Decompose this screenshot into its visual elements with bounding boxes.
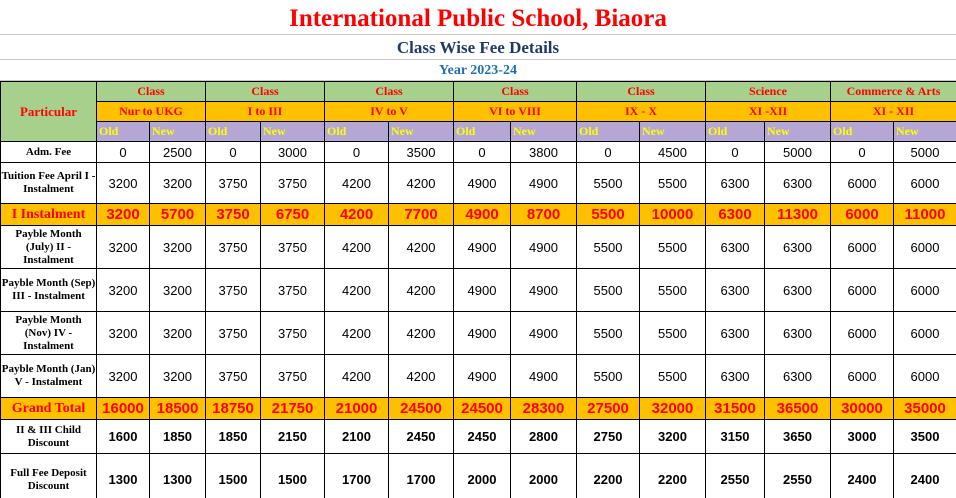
fee-value-cell: 2550 [765,454,831,498]
old-header: Old [206,122,261,142]
old-header: Old [325,122,389,142]
fee-value-cell: 5500 [640,355,706,398]
row-label: Payble Month (July) II - Instalment [1,226,97,269]
fee-value-cell: 5500 [640,226,706,269]
fee-value-cell: 4900 [454,269,511,312]
fee-value-cell: 3500 [894,420,956,454]
fee-value-cell: 4500 [640,142,706,163]
fee-value-cell: 2150 [261,420,325,454]
fee-value-cell: 3750 [261,163,325,204]
fee-value-cell: 5500 [577,226,640,269]
school-title: International Public School, Biaora [0,0,956,35]
old-header: Old [706,122,765,142]
new-header: New [261,122,325,142]
fee-value-cell: 4900 [511,355,577,398]
class-range-header: XI -XII [706,102,831,122]
fee-value-cell: 2750 [577,420,640,454]
fee-value-cell: 3200 [150,269,206,312]
fee-value-cell: 3200 [97,355,150,398]
fee-value-cell: 4200 [389,312,454,355]
fee-value-cell: 3000 [261,142,325,163]
class-range-header: XI - XII [831,102,956,122]
fee-value-cell: 11000 [894,204,956,226]
fee-value-cell: 4200 [389,269,454,312]
fee-value-cell: 6300 [765,163,831,204]
fee-value-cell: 4900 [454,204,511,226]
group-header: Class [454,82,577,102]
fee-value-cell: 3800 [511,142,577,163]
fee-value-cell: 5500 [577,355,640,398]
fee-value-cell: 3750 [206,312,261,355]
fee-value-cell: 6300 [706,312,765,355]
group-header: Science [706,82,831,102]
fee-value-cell: 6300 [706,163,765,204]
fee-value-cell: 2400 [831,454,894,498]
fee-value-cell: 24500 [454,398,511,420]
class-range-header: Nur to UKG [97,102,206,122]
fee-value-cell: 2500 [150,142,206,163]
fee-value-cell: 2450 [389,420,454,454]
row-label: II & III Child Discount [1,420,97,454]
fee-value-cell: 3750 [261,226,325,269]
fee-value-cell: 3750 [261,269,325,312]
fee-row [1,454,956,498]
new-header: New [640,122,706,142]
fee-value-cell: 6000 [831,312,894,355]
fee-value-cell: 1850 [150,420,206,454]
class-range-header: VI to VIII [454,102,577,122]
fee-value-cell: 0 [831,142,894,163]
fee-value-cell: 6000 [894,226,956,269]
fee-value-cell: 3200 [150,226,206,269]
fee-value-cell: 18750 [206,398,261,420]
fee-value-cell: 32000 [640,398,706,420]
class-range-header: I to III [206,102,325,122]
old-header: Old [577,122,640,142]
fee-value-cell: 1300 [150,454,206,498]
fee-value-cell: 3200 [150,355,206,398]
fee-value-cell: 6300 [765,226,831,269]
fee-value-cell: 5500 [577,163,640,204]
fee-value-cell: 3750 [206,355,261,398]
fee-value-cell: 4200 [389,355,454,398]
fee-value-cell: 3750 [206,204,261,226]
fee-value-cell: 3200 [97,204,150,226]
class-range-header: IX - X [577,102,706,122]
fee-value-cell: 3750 [206,226,261,269]
fee-row [1,204,956,226]
fee-value-cell: 18500 [150,398,206,420]
fee-value-cell: 2200 [640,454,706,498]
fee-row [1,163,956,204]
fee-value-cell: 21000 [325,398,389,420]
fee-value-cell: 3200 [150,163,206,204]
new-header: New [765,122,831,142]
fee-value-cell: 0 [206,142,261,163]
fee-value-cell: 4900 [511,226,577,269]
fee-value-cell: 6000 [894,355,956,398]
fee-value-cell: 11300 [765,204,831,226]
fee-value-cell: 4200 [389,163,454,204]
academic-year: Year 2023-24 [0,60,956,81]
fee-value-cell: 4200 [325,226,389,269]
fee-value-cell: 6300 [706,355,765,398]
fee-value-cell: 6000 [831,204,894,226]
fee-value-cell: 0 [97,142,150,163]
fee-value-cell: 24500 [389,398,454,420]
row-label: Adm. Fee [1,142,97,163]
fee-value-cell: 5500 [577,269,640,312]
fee-value-cell: 8700 [511,204,577,226]
row-label: Payble Month (Jan) V - Instalment [1,355,97,398]
fee-value-cell: 3500 [389,142,454,163]
fee-value-cell: 30000 [831,398,894,420]
fee-value-cell: 5500 [640,312,706,355]
particular-header: Particular [1,82,97,142]
fee-value-cell: 4900 [511,163,577,204]
new-header: New [150,122,206,142]
fee-value-cell: 3750 [261,312,325,355]
fee-value-cell: 1850 [206,420,261,454]
fee-value-cell: 35000 [894,398,956,420]
fee-value-cell: 2000 [511,454,577,498]
fee-value-cell: 3750 [206,269,261,312]
fee-value-cell: 6300 [706,204,765,226]
fee-value-cell: 6300 [765,312,831,355]
fee-value-cell: 6000 [831,355,894,398]
row-label: Grand Total [1,398,97,420]
old-header: Old [97,122,150,142]
fee-value-cell: 0 [577,142,640,163]
row-label: Payble Month (Nov) IV - Instalment [1,312,97,355]
fee-value-cell: 21750 [261,398,325,420]
fee-value-cell: 2200 [577,454,640,498]
fee-value-cell: 3750 [206,163,261,204]
fee-value-cell: 6300 [706,269,765,312]
fee-value-cell: 3150 [706,420,765,454]
fee-value-cell: 3200 [97,163,150,204]
fee-value-cell: 3650 [765,420,831,454]
fee-value-cell: 5700 [150,204,206,226]
fee-value-cell: 6000 [831,269,894,312]
fee-value-cell: 3750 [261,355,325,398]
fee-value-cell: 4200 [325,204,389,226]
fee-value-cell: 0 [454,142,511,163]
sheet-subtitle: Class Wise Fee Details [0,35,956,60]
fee-value-cell: 4200 [325,269,389,312]
fee-row [1,398,956,420]
fee-value-cell: 5500 [640,269,706,312]
fee-value-cell: 5500 [577,312,640,355]
fee-value-cell: 6000 [894,269,956,312]
fee-value-cell: 2100 [325,420,389,454]
row-label: Payble Month (Sep) III - Instalment [1,269,97,312]
fee-value-cell: 4900 [454,163,511,204]
group-header: Commerce & Arts [831,82,956,102]
new-header: New [894,122,956,142]
fee-value-cell: 6300 [706,226,765,269]
fee-value-cell: 2450 [454,420,511,454]
fee-value-cell: 4900 [454,226,511,269]
fee-value-cell: 6000 [831,163,894,204]
fee-row [1,355,956,398]
group-header: Class [97,82,206,102]
fee-row [1,420,956,454]
fee-value-cell: 2400 [894,454,956,498]
row-label: Tuition Fee April I - Instalment [1,163,97,204]
fee-value-cell: 6000 [894,163,956,204]
fee-value-cell: 6750 [261,204,325,226]
fee-value-cell: 3200 [97,226,150,269]
fee-value-cell: 6000 [831,226,894,269]
fee-value-cell: 4900 [511,312,577,355]
new-header: New [511,122,577,142]
fee-value-cell: 6300 [765,355,831,398]
fee-value-cell: 1500 [206,454,261,498]
fee-value-cell: 0 [325,142,389,163]
old-header: Old [831,122,894,142]
fee-value-cell: 5500 [640,163,706,204]
row-label: I Instalment [1,204,97,226]
fee-value-cell: 6000 [894,312,956,355]
fee-value-cell: 3200 [97,312,150,355]
fee-value-cell: 0 [706,142,765,163]
fee-value-cell: 4900 [454,312,511,355]
fee-value-cell: 4200 [389,226,454,269]
group-header: Class [206,82,325,102]
fee-row [1,269,956,312]
new-header: New [389,122,454,142]
fee-value-cell: 1600 [97,420,150,454]
fee-value-cell: 16000 [97,398,150,420]
fee-value-cell: 1700 [325,454,389,498]
fee-value-cell: 5000 [765,142,831,163]
fee-value-cell: 1700 [389,454,454,498]
fee-value-cell: 1300 [97,454,150,498]
fee-value-cell: 31500 [706,398,765,420]
fee-value-cell: 27500 [577,398,640,420]
fee-value-cell: 7700 [389,204,454,226]
fee-value-cell: 2000 [454,454,511,498]
fee-value-cell: 6300 [765,269,831,312]
fee-value-cell: 5500 [577,204,640,226]
class-range-header: IV to V [325,102,454,122]
fee-value-cell: 4900 [454,355,511,398]
fee-value-cell: 4900 [511,269,577,312]
fee-row [1,312,956,355]
group-header: Class [577,82,706,102]
fee-value-cell: 10000 [640,204,706,226]
row-label: Full Fee Deposit Discount [1,454,97,498]
fee-value-cell: 4200 [325,312,389,355]
old-header: Old [454,122,511,142]
fee-value-cell: 3000 [831,420,894,454]
fee-value-cell: 2550 [706,454,765,498]
fee-value-cell: 28300 [511,398,577,420]
fee-value-cell: 4200 [325,163,389,204]
fee-value-cell: 3200 [97,269,150,312]
fee-value-cell: 36500 [765,398,831,420]
fee-value-cell: 4200 [325,355,389,398]
fee-row [1,226,956,269]
fee-value-cell: 1500 [261,454,325,498]
fee-value-cell: 2800 [511,420,577,454]
fee-table [0,81,956,498]
fee-value-cell: 5000 [894,142,956,163]
fee-row [1,142,956,163]
fee-value-cell: 3200 [640,420,706,454]
group-header: Class [325,82,454,102]
fee-value-cell: 3200 [150,312,206,355]
